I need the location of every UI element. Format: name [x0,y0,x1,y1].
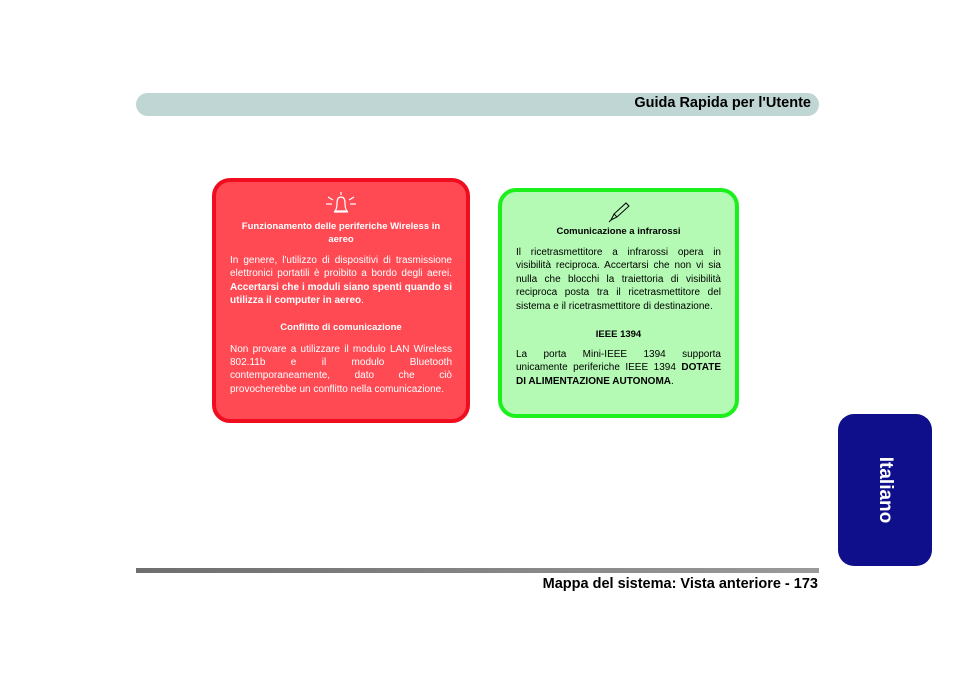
language-tab [838,414,932,566]
infrared-note-body: Il ricetrasmettitore a infrarossi opera in visibilità reciproca. Accertarsi che non vi sia nulla che blocchi la traiettoria di visibilità reciproca posta tra il ricetrasmettitore del sistema e il ricetrasmettitore di destinazione. [516,247,721,312]
infrared-note [498,188,739,418]
ieee1394-body-plain: La porta Mini-IEEE 1394 supporta unicamente periferiche IEEE 1394 [516,349,721,374]
conflict-body: Non provare a utilizzare il modulo LAN Wireless 802.11b e il modulo Bluetooth contemporaneamente, dato che ciò provocherebbe un conflitto nella comunicazione. [230,343,452,395]
wireless-note-body-plain: In genere, l'utilizzo di dispositivi di trasmissione elettronici portatili è proibito a bordo degli aerei. [230,255,452,280]
pen-icon [606,201,632,223]
header-bar [136,93,819,116]
conflict-subheading: Conflitto di comunicazione [280,321,402,333]
ieee1394-body-end: . [671,375,674,387]
footer-title: Mappa del sistema: Vista anteriore - 173 [542,576,818,592]
ieee1394-body [516,348,721,388]
infrared-note-heading: Comunicazione a infrarossi [556,226,681,237]
wireless-note-body-end: . [361,295,364,307]
alarm-bell-icon [324,191,358,217]
wireless-note-body-bold: Accertarsi che i moduli siano spenti quando si utilizza il computer in aereo [230,281,452,307]
wireless-note-body [230,254,452,308]
wireless-note-heading: Funzionamento delle periferiche Wireless in aereo [241,221,441,245]
header-title: Guida Rapida per l'Utente [634,95,811,111]
footer-rule [136,568,819,573]
wireless-warning-note [212,178,470,423]
ieee1394-subheading: IEEE 1394 [595,329,642,341]
ieee1394-body-bold: DOTATE DI ALIMENTAZIONE AUTONOMA [516,362,722,387]
language-tab-label: Italiano [875,456,896,524]
